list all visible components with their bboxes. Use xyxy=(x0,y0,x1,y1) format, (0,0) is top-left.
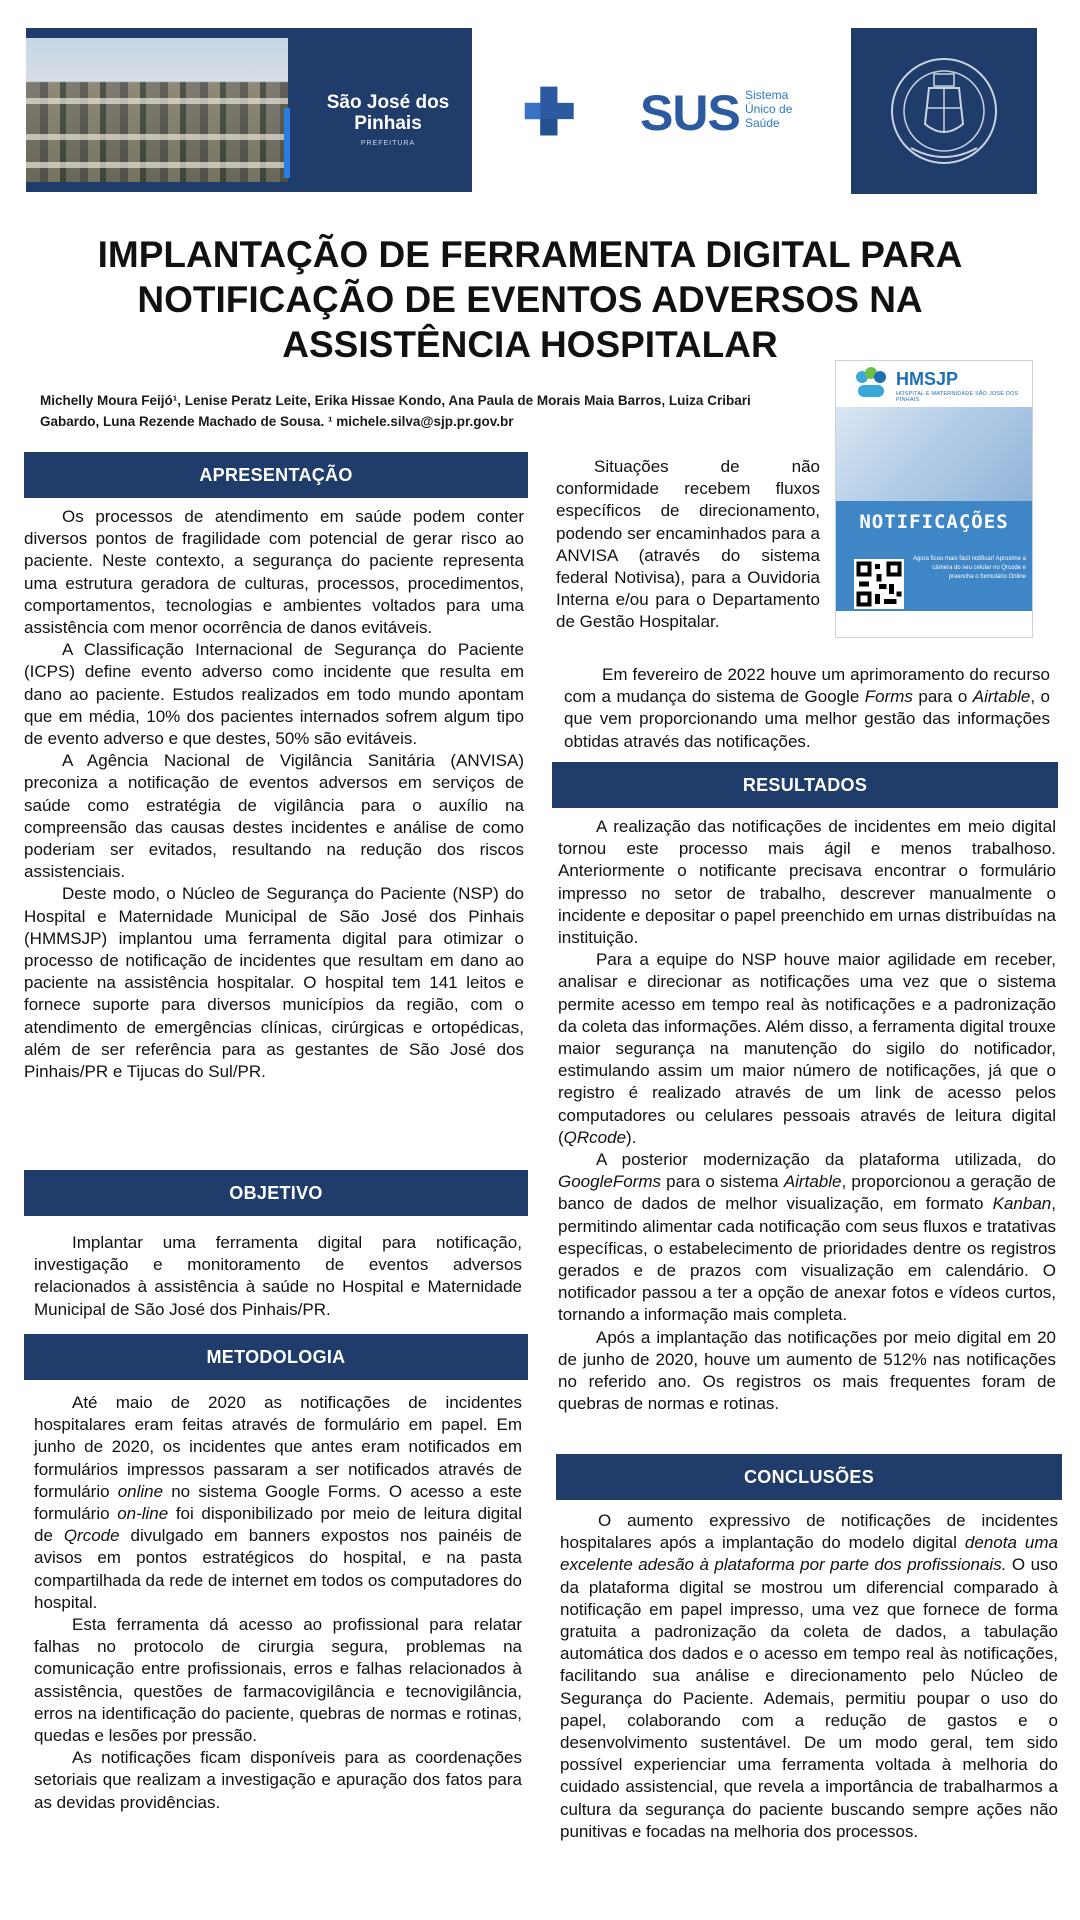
paragraph: Os processos de atendimento em saúde podem conter diversos pontos de fragilidade com potencial de gerar risco ao paciente. Neste contexto, a segurança do paciente representa uma estrutura geradora de culturas, processos, procedimentos, comportamentos, tecnologias e ambientes voltados para uma assistência com menor ocorrência de danos evitáveis. xyxy=(24,507,524,638)
sus-wordmark: SUS xyxy=(640,85,740,141)
paragraph: Até maio de 2020 as notificações de incidentes hospitalares eram feitas através de formulário em papel. Em junho de 2020, os incidentes que antes eram notificados em formulários impressos passaram a ser notificados através de formulário online no sistema Google Forms. O acesso a este formulário on-line foi disponibilizado por meio de leitura digital de Qrcode divulgado em banners expostos nos painéis de avisos em pontos estratégicos do hospital, e na pasta compartilhada da rede de internet em todos os computadores do hospital. xyxy=(34,1393,523,1612)
section-apresentacao: APRESENTAÇÃO xyxy=(24,452,528,498)
paragraph: Deste modo, o Núcleo de Segurança do Paciente (NSP) do Hospital e Maternidade Municipal de São José dos Pinhais (HMMSJP) implantou uma ferramenta digital para otimizar o processo de notificação de incidentes que resultam em dano ao paciente na assistência hospitalar. O hospital tem 141 leitos e fornece suporte para diversos municípios da região, com o atendimento de emergências clínicas, cirúrgicas e ortopédicas, além de ser referência para as gestantes de São José dos Pinhais/PR e Tijucas do Sul/PR. xyxy=(24,884,524,1082)
sus-subtitle: Sistema Único de Saúde xyxy=(745,88,793,130)
objetivo-text xyxy=(34,1232,522,1321)
paragraph: A realização das notificações de incidentes em meio digital tornou este processo mais ágil e menos trabalhoso. Anteriormente o notificante precisava encontrar o formulário impresso no setor de trabalho, descrever manualmente o incidente e depositar o papel preenchido em urnas distribuídas na instituição. xyxy=(558,817,1056,948)
hmsjp-brand-sub: HOSPITAL E MATERNIDADE SÃO JOSÉ DOS PINHAIS xyxy=(896,391,1019,403)
card-heading: NOTIFICAÇÕES xyxy=(859,511,1009,533)
conclusoes-text xyxy=(560,1510,1058,1843)
paragraph: A posterior modernização da plataforma utilizada, do GoogleForms para o sistema Airtable, proporcionou a geração de banco de dados de melhor visualização, em formato Kanban, permitindo alimentar cada notificação com seus fluxos e tratativas específicas, o estabelecimento de prioridades dentre os registros gerados e de prazos com visualização em calendário. O notificador passou a ter a opção de anexar fotos e vídeos curtos, tornando a informação mais completa. xyxy=(558,1150,1056,1325)
sus-cross-icon xyxy=(524,52,644,170)
municipio-seal-icon xyxy=(851,28,1037,194)
qrcode-icon xyxy=(854,559,904,609)
apresentacao-text xyxy=(24,506,524,1083)
poster-title: IMPLANTAÇÃO DE FERRAMENTA DIGITAL PARA NOTIFICAÇÃO DE EVENTOS ADVERSOS NA ASSISTÊNCIA HOSPITALAR xyxy=(97,234,963,365)
resultados-text xyxy=(558,816,1056,1415)
paragraph: Após a implantação das notificações por meio digital em 20 de junho de 2020, houve um aumento de 512% nas notificações no referido ano. Os registros os mais frequentes foram de quebras de normas e rotinas. xyxy=(558,1327,1056,1414)
section-resultados: RESULTADOS xyxy=(552,762,1058,808)
doctor-photo xyxy=(836,407,1032,507)
city-name: São José dos Pinhais xyxy=(326,92,450,134)
section-metodologia: METODOLOGIA xyxy=(24,1334,528,1380)
paragraph: As notificações ficam disponíveis para as coordenações setoriais que realizam a investigação e apuração dos fatos para as devidas providências. xyxy=(34,1748,522,1812)
paragraph: Em fevereiro de 2022 houve um aprimoramento do recurso com a mudança do sistema de Google Forms para o Airtable, o que vem proporcionando uma melhor gestão das informações obtidas através das notificações. xyxy=(564,665,1050,751)
metodologia-text xyxy=(34,1392,522,1814)
municipio-seal-logo xyxy=(851,28,1037,194)
paragraph: A Classificação Internacional de Segurança do Paciente (ICPS) define evento adverso como incidente que resulta em dano ao paciente. Estudos realizados em todo mundo apontam que em média, 10% dos pacientes internados sofrem algum tipo de evento adverso e que destes, 50% são evitáveis. xyxy=(24,640,524,749)
paragraph: Situações de não conformidade recebem fluxos específicos de direcionamento, podendo ser encaminhados para a ANVISA (através do sistema federal Notivisa), para a Ouvidoria Interna e/ou para o Departamento de Gestão Hospitalar. xyxy=(556,457,820,632)
paragraph: Implantar uma ferramenta digital para notificação, investigação e monitoramento de eventos adversos relacionados à assistência à saúde no Hospital e Maternidade Municipal de São José dos Pinhais/PR. xyxy=(34,1233,522,1319)
paragraph: A Agência Nacional de Vigilância Sanitária (ANVISA) preconiza a notificação de eventos adversos em serviços de saúde como estratégia de vigilância para o auxílio na compreensão das causas destes incidentes e análise de como poderiam ser evitados, resultando na redução dos riscos assistenciais. xyxy=(24,751,524,882)
section-conclusoes: CONCLUSÕES xyxy=(556,1454,1062,1500)
paragraph: Para a equipe do NSP houve maior agilidade em receber, analisar e direcionar as notificações uma vez que o sistema permite acesso em tempo real às notificações e a padronização da coleta das informações. Além disso, a ferramenta digital trouxe maior segurança na manutenção do sigilo do notificador, estimulando assim um maior número de notificações, já que o registro é realizado através de um link de acesso pelos computadores ou celulares pessoais através de leitura digital (QRcode). xyxy=(558,950,1056,1147)
section-objetivo: OBJETIVO xyxy=(24,1170,528,1216)
sao-jose-dos-pinhais-logo xyxy=(26,28,472,192)
fluxos-text xyxy=(556,456,820,634)
city-aerial-photo xyxy=(26,38,288,182)
authors: Michelly Moura Feijó¹, Lenise Peratz Leite, Erika Hissae Kondo, Ana Paula de Morais Maia Barros, Luiza Cribari Gabardo, Luna Rezende Machado de Sousa. ¹ michele.silva@sjp.pr.gov.br xyxy=(40,393,751,429)
hmsjp-logo-icon xyxy=(850,367,892,401)
notification-banner xyxy=(835,360,1033,638)
city-sub: PREFEITURA xyxy=(360,140,416,147)
hmsjp-brand: HMSJP xyxy=(896,369,959,389)
paragraph: Esta ferramenta dá acesso ao profissional para relatar falhas no protocolo de cirurgia segura, problemas na comunicação entre profissionais, erros e falhas relacionados à assistência, questões de farmacovigilância e tecnovigilância, erros na identificação do paciente, quebras de normas e rotinas, quedas e lesões por pressão. xyxy=(34,1615,522,1746)
card-cta: Agora ficou mais fácil notificar! Aproxime a câmera do seu celular no Qrcode e preencha o formulário Online xyxy=(912,556,1026,580)
paragraph: O aumento expressivo de notificações de incidentes hospitalares após a implantação do modelo digital denota uma excelente adesão à plataforma por parte dos profissionais. O uso da plataforma digital se mostrou um diferencial comparado à notificação em papel impresso, uma vez que fornece de forma gratuita a padronização da coleta de dados, a tabulação automática dos dados e o acesso em tempo real às notificações, facilitando sua análise e direcionamento pelo Núcleo de Segurança do Paciente. Ademais, permitiu poupar o uso do papel, colaborando com a redução de gastos e o desenvolvimento sustentável. De um modo geral, tem sido possível experienciar uma ferramenta voltada à melhoria do cuidado assistencial, que revela a importância de trabalharmos a cultura da segurança do paciente buscando sempre ações não punitivas e focadas na melhoria dos processos. xyxy=(560,1511,1058,1841)
airtable-text xyxy=(564,664,1050,753)
